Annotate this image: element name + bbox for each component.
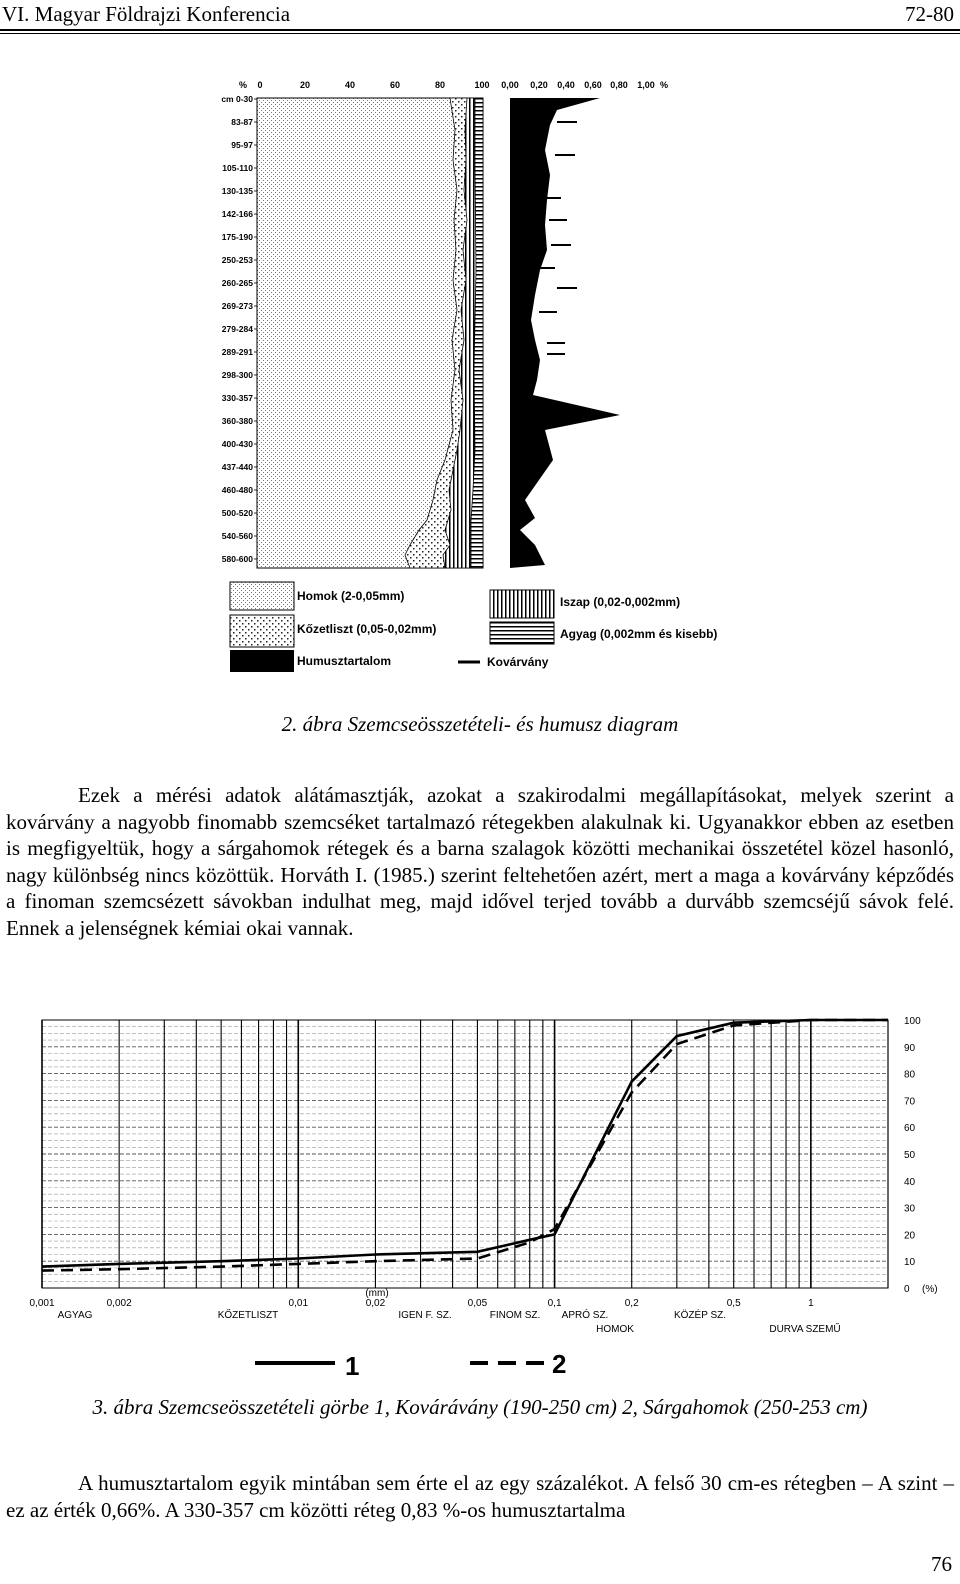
left-axis-tick: 0: [257, 80, 263, 90]
depth-label: 289-291: [221, 347, 253, 357]
fraction-label: AGYAG: [57, 1310, 93, 1321]
depth-label: 175-190: [221, 232, 253, 242]
right-axis-tick: %: [659, 80, 669, 90]
right-axis-tick: 0,80: [610, 80, 628, 90]
conference-title: VI. Magyar Földrajzi Konferencia: [2, 2, 291, 26]
right-axis-ticks: [501, 80, 668, 90]
x-tick-label: 0,001: [29, 1298, 55, 1309]
y-unit: (%): [922, 1284, 938, 1295]
x-tick-label: 0,02: [365, 1298, 386, 1309]
x-tick-label: 0,01: [288, 1298, 309, 1309]
svg-text:Kőzetliszt (0,05-0,02mm): Kőzetliszt (0,05-0,02mm): [297, 622, 437, 636]
depth-label: 360-380: [221, 416, 253, 426]
left-axis-ticks: [239, 80, 490, 90]
y-tick-label: 60: [904, 1123, 916, 1135]
left-axis-tick: 20: [299, 80, 311, 90]
fraction-labels: [58, 1307, 841, 1335]
y-tick-label: 100: [904, 1016, 921, 1027]
depth-label: 460-480: [221, 485, 253, 495]
y-axis-ticks: [904, 1016, 938, 1295]
chart-grid: [42, 1020, 888, 1288]
right-axis-tick: 0,00: [501, 80, 519, 90]
right-axis-tick: 0,60: [584, 80, 602, 90]
svg-text:Kovárvány: Kovárvány: [487, 655, 549, 669]
y-tick-label: 10: [904, 1257, 916, 1269]
depth-label: 105-110: [222, 163, 253, 173]
depth-labels: [221, 94, 257, 564]
x-tick-label: 0,2: [624, 1298, 639, 1309]
fraction-label: HOMOK: [596, 1324, 634, 1335]
fraction-label: KÖZÉP SZ.: [673, 1310, 727, 1321]
left-axis-tick: 100: [474, 80, 490, 90]
left-axis-tick: 80: [434, 80, 446, 90]
right-axis-tick: 0,20: [530, 80, 548, 90]
grain-composition-areas: [257, 98, 483, 568]
left-axis-tick: %: [238, 80, 248, 90]
paragraph-2-text: A humusztartalom egyik mintában sem érte el az egy százalékot. A felső 30 cm-es rétegben – A szint – ez az érték 0,66%. A 330-357 cm közötti réteg 0,83 %-os humusztartalma: [6, 1471, 954, 1522]
depth-label: 298-300: [221, 370, 253, 380]
paragraph-2: [6, 1470, 954, 1523]
y-tick-label: 50: [904, 1150, 916, 1161]
y-tick-label: 0: [904, 1284, 910, 1295]
svg-text:Iszap (0,02-0,002mm): Iszap (0,02-0,002mm): [560, 595, 681, 609]
depth-label: 437-440: [221, 462, 253, 472]
y-tick-label: 20: [904, 1230, 916, 1242]
paragraph-1-text: Ezek a mérési adatok alátámasztják, azokat a szakirodalmi megállapításokat, melyek szerint a kovárvány a nagyobb finomabb szemcséket tartalmazó rétegekben alakulnak ki. Ugyanakkor ebben az esetben is megfigyeltük, hogy a sárgahomok rétegek és a barna szalagok közötti mechanikai összetétel közel hasonló, nagy különbség nincs közöttük. Horváth I. (1985.) szerint feltehetően azért, mert a maga a kovárvány képződés a finoman szemcsézett sávokban indulhat meg, majd idővel terjed tovább a durvább szemcséjű sávok felé. Ennek a jelenségnek kémiai okai vannak.: [6, 783, 954, 940]
page-number: 76: [931, 1552, 952, 1576]
humusz-profile: [510, 98, 620, 568]
fraction-label: DURVA SZEMŰ: [769, 1324, 841, 1335]
y-tick-label: 80: [904, 1069, 916, 1081]
depth-label: 540-560: [221, 531, 253, 541]
chart-series: [42, 1020, 888, 1271]
legend-label-2: 2: [552, 1349, 567, 1379]
depth-label: 260-265: [221, 278, 253, 288]
y-tick-label: 70: [904, 1096, 916, 1108]
depth-label: 269-273: [221, 301, 253, 311]
depth-label: 330-357: [221, 393, 253, 403]
x-tick-label: 0,1: [547, 1298, 562, 1309]
fraction-label: IGEN F. SZ.: [398, 1310, 452, 1321]
depth-label: 130-135: [221, 186, 253, 196]
fraction-label: FINOM SZ.: [489, 1310, 541, 1321]
fraction-label: KŐZETLISZT: [217, 1310, 279, 1321]
depth-label: 279-284: [221, 324, 253, 334]
depth-label: 83-87: [231, 117, 253, 127]
depth-label: 580-600: [221, 554, 253, 564]
depth-label: 142-166: [221, 209, 253, 219]
depth-label: 95-97: [231, 140, 253, 150]
left-axis-tick: 60: [389, 80, 401, 90]
page-range: 72-80: [905, 2, 954, 26]
depth-label: cm 0-30: [221, 94, 253, 104]
figure-3-caption: 3. ábra Szemcseösszetételi görbe 1, Kovárávány (190-250 cm) 2, Sárgahomok (250-253 cm): [92, 1395, 868, 1419]
series-2-line: [42, 1020, 888, 1271]
svg-text:Humusztartalom: Humusztartalom: [297, 654, 392, 668]
y-tick-label: 40: [904, 1176, 916, 1188]
svg-text:Agyag (0,002mm és kisebb): Agyag (0,002mm és kisebb): [560, 627, 718, 641]
left-axis-tick: 40: [344, 80, 356, 90]
x-tick-label: 0,05: [467, 1298, 488, 1309]
fraction-label: APRÓ SZ.: [561, 1310, 609, 1321]
x-axis-ticks: [29, 1288, 814, 1309]
figure-2-caption: 2. ábra Szemcseösszetételi- és humusz diagram: [281, 712, 679, 736]
figure-2-legend: [230, 582, 717, 672]
x-tick-label: 0,5: [726, 1298, 741, 1309]
legend-label-1: 1: [345, 1351, 360, 1381]
depth-label: 500-520: [221, 508, 253, 518]
figure-3-grain-size-curve: [0, 1005, 960, 1390]
y-tick-label: 90: [904, 1042, 916, 1054]
y-tick-label: 30: [904, 1203, 916, 1215]
paragraph-1: [6, 782, 954, 941]
chart-legend: [255, 1349, 566, 1381]
series-1-line: [42, 1020, 888, 1267]
page-header: [0, 0, 960, 34]
x-tick-label: 1: [808, 1298, 814, 1309]
x-tick-label: 0,002: [106, 1298, 132, 1309]
svg-text:Homok (2-0,05mm): Homok (2-0,05mm): [297, 589, 405, 603]
figure-2-grain-humus-diagram: [205, 70, 765, 680]
x-unit: (mm): [365, 1288, 389, 1299]
right-axis-tick: 1,00: [637, 80, 655, 90]
header-rule: [0, 29, 960, 31]
right-axis-tick: 0,40: [557, 80, 575, 90]
header-rule-thin: [0, 33, 960, 34]
depth-label: 400-430: [221, 439, 253, 449]
depth-label: 250-253: [221, 255, 253, 265]
